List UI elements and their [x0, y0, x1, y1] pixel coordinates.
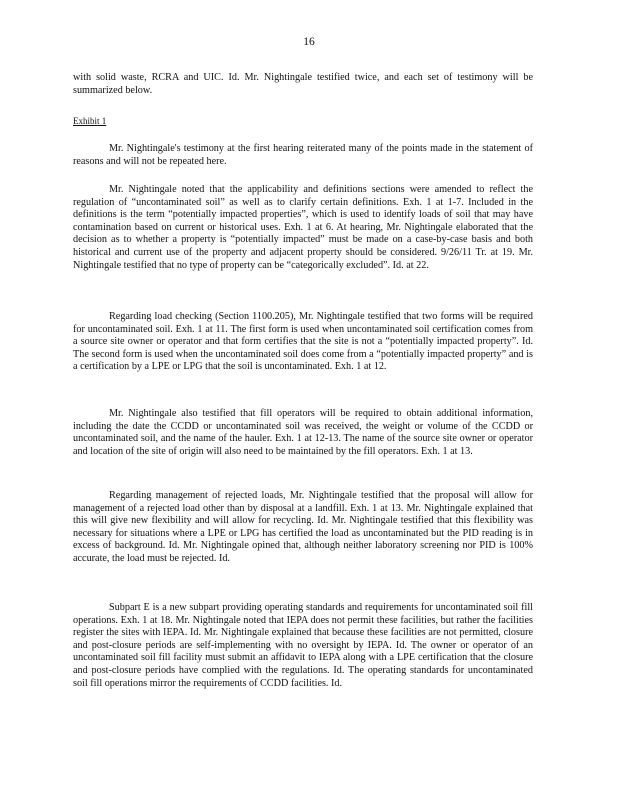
paragraph-6-text: Subpart E is a new subpart providing operating standards and requirements for uncontaminated soil fill operations. Exh. 1 at 18. Mr. Nightingale noted that IEPA does not permit these facilities, but rather the facilities register the sites with IEPA. Id. Mr. Nightingale explained that because these facilities are not permitted, closure and post-closure periods are self-implementing with no oversight by IEPA. Id. The owner or operator of an uncontaminated soil fill facility must submit an affidavit to IEPA along with a LPE certification that the closure and post-closure periods have complied with the regulations. Id. The operating standards for uncontaminated soil fill operations mirror the requirements of CCDD facilities. Id. — [73, 602, 533, 689]
page-number: 16 — [303, 36, 315, 48]
paragraph-1-text: Mr. Nightingale's testimony at the first hearing reiterated many of the points made in the statement of reasons and will not be repeated here. — [73, 143, 533, 167]
paragraph-3-text: Regarding load checking (Section 1100.205), Mr. Nightingale testified that two forms will be required for uncontaminated soil. Exh. 1 at 11. The first form is used when uncontaminated soil certification comes from a source site owner or operator and that form certifies that the site is not a “potentially impacted property”. Id. The second form is used when the uncontaminated soil does come from a “potentially impacted property” and is a certification by a LPE or LPG that the soil is uncontaminated. Exh. 1 at 12. — [73, 311, 533, 373]
paragraph-4-text: Mr. Nightingale also testified that fill operators will be required to obtain additional information, including the date the CCDD or uncontaminated soil was received, the weight or volume of the CCDD or uncontaminated soil, and the name of the hauler. Exh. 1 at 12-13. The name of the source site owner or operator and location of the site of origin will also need to be maintained by the fill operators. Exh. 1 at 13. — [73, 408, 533, 457]
paragraph-1 — [73, 143, 533, 168]
section-heading: Exhibit 1 — [73, 116, 107, 126]
paragraph-6 — [73, 602, 533, 690]
paragraph-5 — [73, 490, 533, 566]
paragraph-3 — [73, 311, 533, 374]
paragraph-intro: with solid waste, RCRA and UIC. Id. Mr. Nightingale testified twice, and each set of testimony will be summarized below. — [73, 72, 533, 96]
paragraph-5-text: Regarding management of rejected loads, Mr. Nightingale testified that the proposal will allow for management of a rejected load other than by disposal at a landfill. Exh. 1 at 13. Mr. Nightingale explained that this will give new flexibility and will allow for recycling. Id. Mr. Nightingale testified that this flexibility was necessary for situations where a LPE or LPG has certified the load as uncontaminated but the PID reading is in excess of background. Id. Mr. Nightingale opined that, although neither laboratory screening nor PID is 100% accurate, the load must be rejected. Id. — [73, 490, 533, 564]
paragraph-2-text: Mr. Nightingale noted that the applicability and definitions sections were amended to reflect the regulation of “uncontaminated soil” as well as to clarify certain definitions. Exh. 1 at 1-7. Included in the definitions is the term “potentially impacted properties”, which is used to identify loads of soil that may have contamination based on current or historical uses. Exh. 1 at 6. At hearing, Mr. Nightingale elaborated that the decision as to whether a property is “potentially impacted” must be made on a case-by-case basis and both historical and current use of the property and adjacent property should be considered. 9/26/11 Tr. at 19. Mr. Nightingale testified that no type of property can be “categorically excluded”. Id. at 22. — [73, 184, 533, 271]
paragraph-4 — [73, 408, 533, 458]
paragraph-2 — [73, 184, 533, 272]
